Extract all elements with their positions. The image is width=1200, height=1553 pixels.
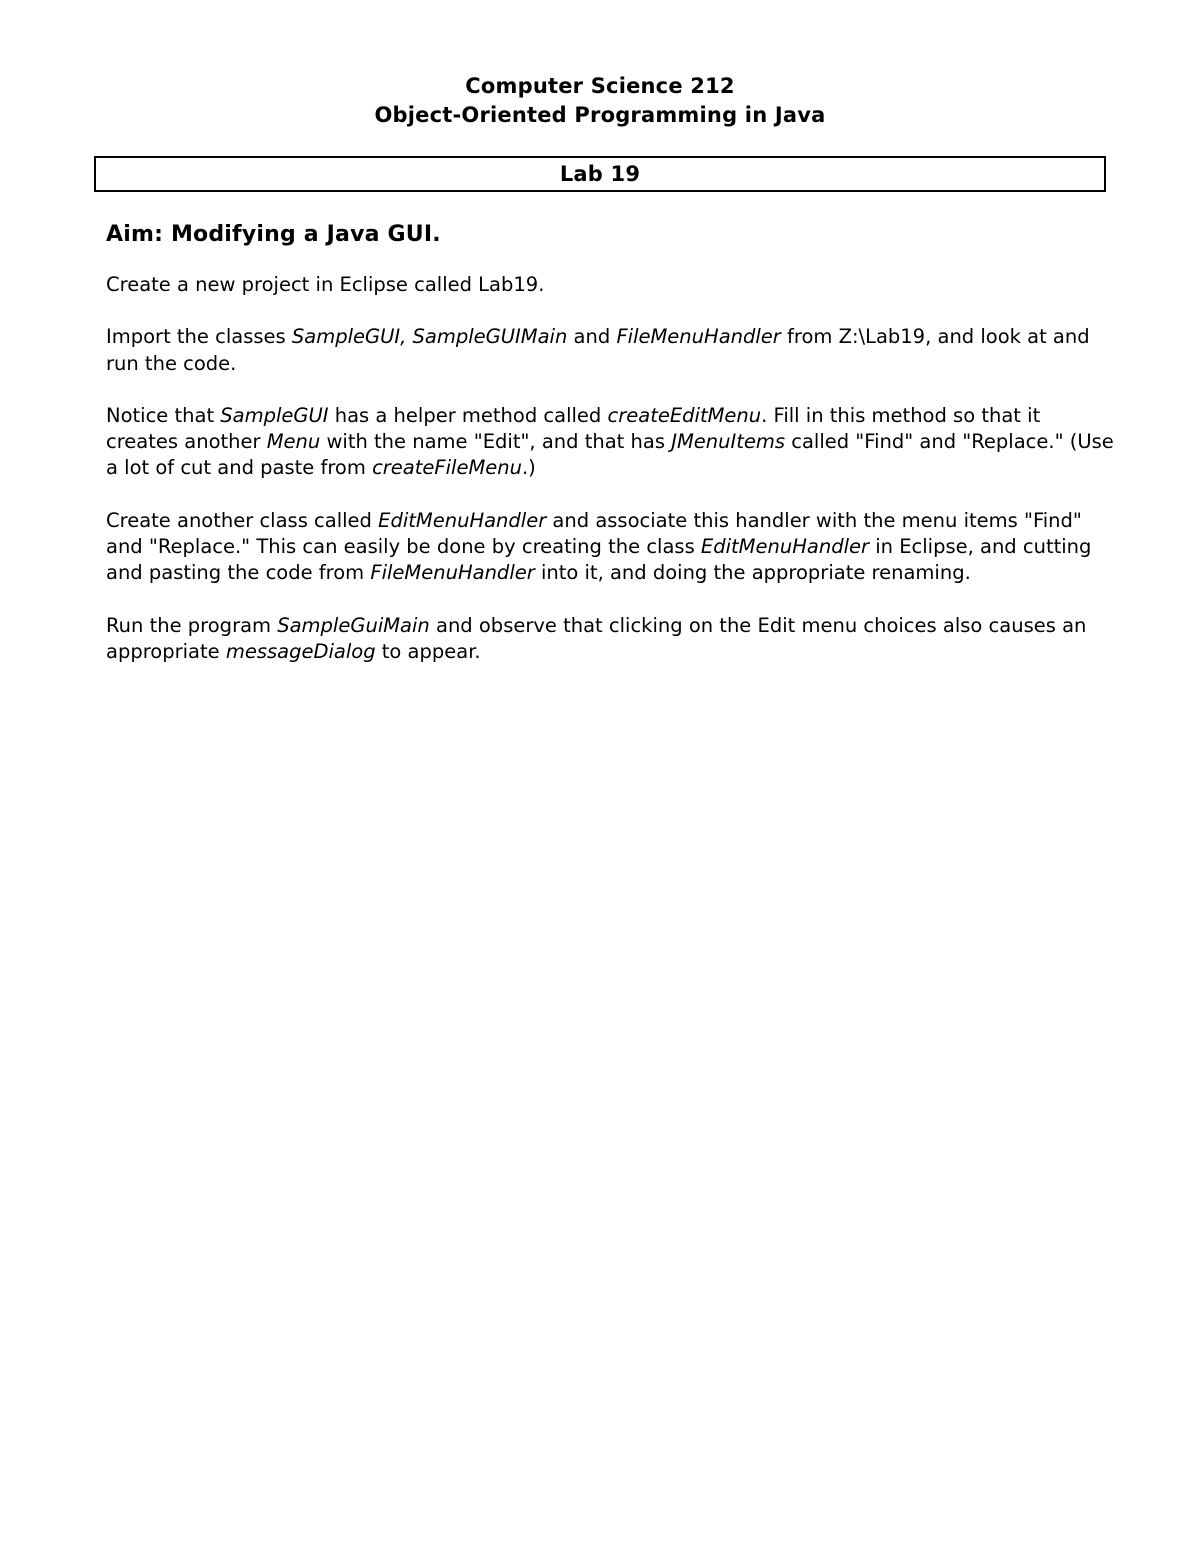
code-identifier: SampleGUI, SampleGUIMain [291, 325, 568, 349]
lab-content [106, 220, 1116, 691]
code-identifier: Menu [266, 430, 321, 454]
paragraph-text: Create another class called [106, 508, 379, 532]
code-identifier: EditMenuHandler [378, 508, 547, 532]
paragraph-text: and [567, 325, 617, 349]
instruction-paragraph [106, 613, 1116, 666]
paragraph-text: into it, and doing the appropriate renaming. [534, 561, 971, 585]
paragraph-text: from Z:\Lab19, and look at and run the code. [106, 325, 1090, 375]
paragraph-text: .) [521, 456, 536, 480]
paragraph-text: with the name "Edit", and that has [320, 430, 672, 454]
paragraph-text: and observe that clicking on the Edit menu choices also causes an appropriate [106, 613, 1087, 663]
paragraph-text: in Eclipse, and cutting and pasting the code from [106, 535, 1092, 585]
instruction-paragraph [106, 324, 1116, 377]
code-identifier: FileMenuHandler [370, 561, 535, 585]
course-title: Computer Science 212 [465, 74, 735, 98]
paragraph-text: Run the program [106, 613, 278, 637]
code-identifier: EditMenuHandler [700, 535, 870, 559]
lab-heading-box: Lab 19 [94, 156, 1106, 192]
code-identifier: messageDialog [225, 639, 376, 663]
instruction-paragraph [106, 272, 1116, 298]
code-identifier: createFileMenu [372, 456, 522, 480]
paragraph-text: called "Find" and "Replace." (Use a lot of cut and paste from [106, 430, 1114, 480]
code-identifier: SampleGUI [220, 403, 329, 427]
instruction-paragraph [106, 508, 1116, 587]
paragraph-text: Import the classes [106, 325, 292, 349]
code-identifier: SampleGuiMain [277, 613, 430, 637]
aim-heading: Aim: Modifying a Java GUI. [106, 222, 441, 247]
code-identifier: JMenuItems [671, 430, 786, 454]
paragraph-text: has a helper method called [328, 403, 608, 427]
paragraph-text: to appear. [375, 639, 481, 663]
code-identifier: createEditMenu [607, 403, 762, 427]
paragraph-text: . Fill in this method so that it creates another [106, 403, 1041, 454]
instruction-paragraphs [106, 272, 1116, 665]
course-subtitle: Object-Oriented Programming in Java [374, 103, 826, 127]
paragraph-text: Notice that [106, 403, 221, 427]
instruction-paragraph [106, 403, 1116, 482]
paragraph-text: Create a new project in Eclipse called Lab19. [106, 273, 545, 296]
code-identifier: FileMenuHandler [616, 325, 781, 349]
paragraph-text: and associate this handler with the menu items "Find" and "Replace." This can easily be done by creating the class [106, 508, 1082, 559]
